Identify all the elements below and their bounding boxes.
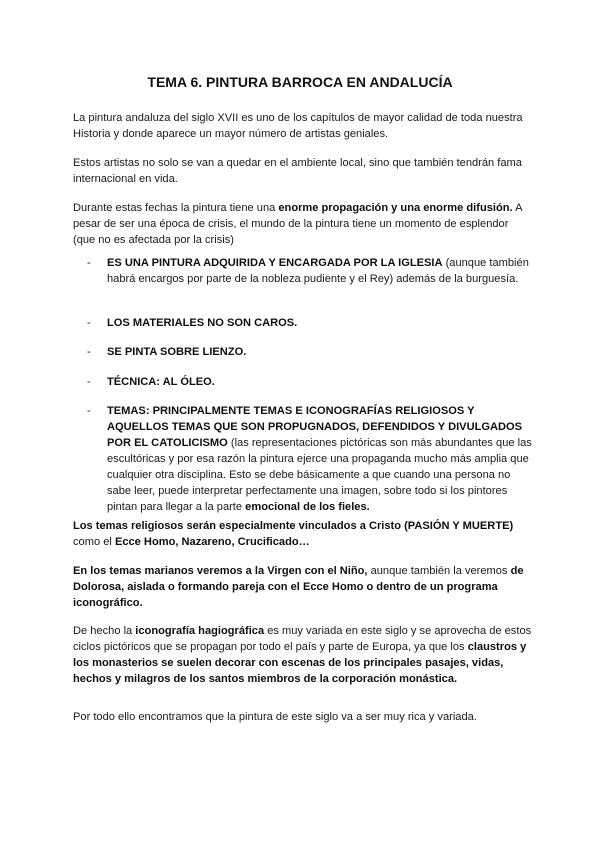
paragraph-hagiography	[73, 623, 533, 687]
list-item-body	[107, 255, 533, 287]
list-item-body	[107, 403, 533, 515]
paragraph-bold-text: de Dolorosa, aislada o formando pareja con el Ecce Homo o dentro de un programa iconográfico.	[73, 565, 524, 609]
paragraph-text: De hecho la	[73, 625, 136, 637]
list-item-bold-end: emocional de los fieles.	[245, 501, 370, 513]
paragraph-bold-text: iconografía hagiográfica	[135, 625, 265, 637]
list-item-bold: LOS MATERIALES NO SON CAROS.	[107, 317, 298, 329]
paragraph-fame: Estos artistas no solo se van a quedar en el ambiente local, sino que también tendrán fama internacional en vida.	[73, 157, 522, 185]
paragraph-propagation	[73, 200, 533, 248]
paragraph-intro: La pintura andaluza del siglo XVII es uno de los capítulos de mayor calidad de toda nuestra Historia y donde aparece un mayor número de artistas geniales.	[73, 112, 523, 140]
paragraph-bold-text: En los temas marianos veremos a la Virgen con el Niño,	[73, 565, 368, 577]
list-dash: -	[87, 317, 91, 329]
paragraph-text: aunque también la veremos	[367, 565, 511, 577]
list-item-bold: ES UNA PINTURA ADQUIRIDA Y ENCARGADA POR LA IGLESIA	[107, 257, 443, 269]
list-item-bold: TÉCNICA: AL ÓLEO.	[107, 376, 215, 388]
list-dash: -	[87, 405, 91, 417]
paragraph-bold-text: Los temas religiosos serán especialmente vinculados a Cristo (PASIÓN Y MUERTE)	[73, 520, 514, 532]
paragraph-bold-text: Ecce Homo, Nazareno, Crucificado…	[114, 536, 310, 548]
list-dash: -	[87, 346, 91, 358]
paragraph-conclusion: Por todo ello encontramos que la pintura de este siglo va a ser muy rica y variada.	[73, 711, 477, 723]
list-item-body	[107, 374, 533, 390]
paragraph-text: como el	[73, 536, 115, 548]
paragraph-bold-text: claustros y los monasterios se suelen decorar con escenas de los principales pasajes, vidas, hechos y milagros de los santos miembros de la corporación monástica.	[73, 641, 527, 685]
list-item-bold: TEMAS: PRINCIPALMENTE TEMAS E ICONOGRAFÍAS RELIGIOSOS Y AQUELLOS TEMAS QUE SON PROPUGNADOS, DEFENDIDOS Y DIVULGADOS POR EL CATOLICISMO	[107, 405, 523, 449]
paragraph-text: es muy variada en este siglo y se aprovecha de estos ciclos pictóricos que se propagan por todo el país y parte de Europa, ya que los	[73, 625, 532, 653]
list-dash: -	[87, 376, 91, 388]
list-item-bold: SE PINTA SOBRE LIENZO.	[107, 346, 247, 358]
paragraph-text: A pesar de ser una época de crisis, el mundo de la pintura tiene un momento de esplendor (que no es afectada por la crisis)	[73, 202, 522, 246]
document-title: TEMA 6. PINTURA BARROCA EN ANDALUCÍA	[147, 74, 453, 90]
list-item-body	[107, 344, 533, 360]
list-item-text: (las representaciones pictóricas son más abundantes que las escultóricas y por esa razón la pintura ejerce una propaganda mucho más amplia que cualquier otra disciplina. Esto se debe básicamente a que cuando una persona no sabe leer, puede interpretar perfectamente una imagen, sobre todo si los pintores pintan para llegar a la parte	[107, 437, 532, 513]
paragraph-text: Durante estas fechas la pintura tiene una	[73, 202, 279, 214]
paragraph-marian-themes	[73, 563, 533, 611]
list-item-text: (aunque también habrá encargos por parte de la nobleza pudiente y el Rey) además de la burguesía.	[107, 257, 529, 285]
paragraph-bold-text: enorme propagación y una enorme difusión.	[278, 202, 513, 214]
list-item-body	[107, 315, 533, 331]
paragraph-christ-themes	[73, 518, 533, 550]
list-dash: -	[87, 257, 91, 269]
